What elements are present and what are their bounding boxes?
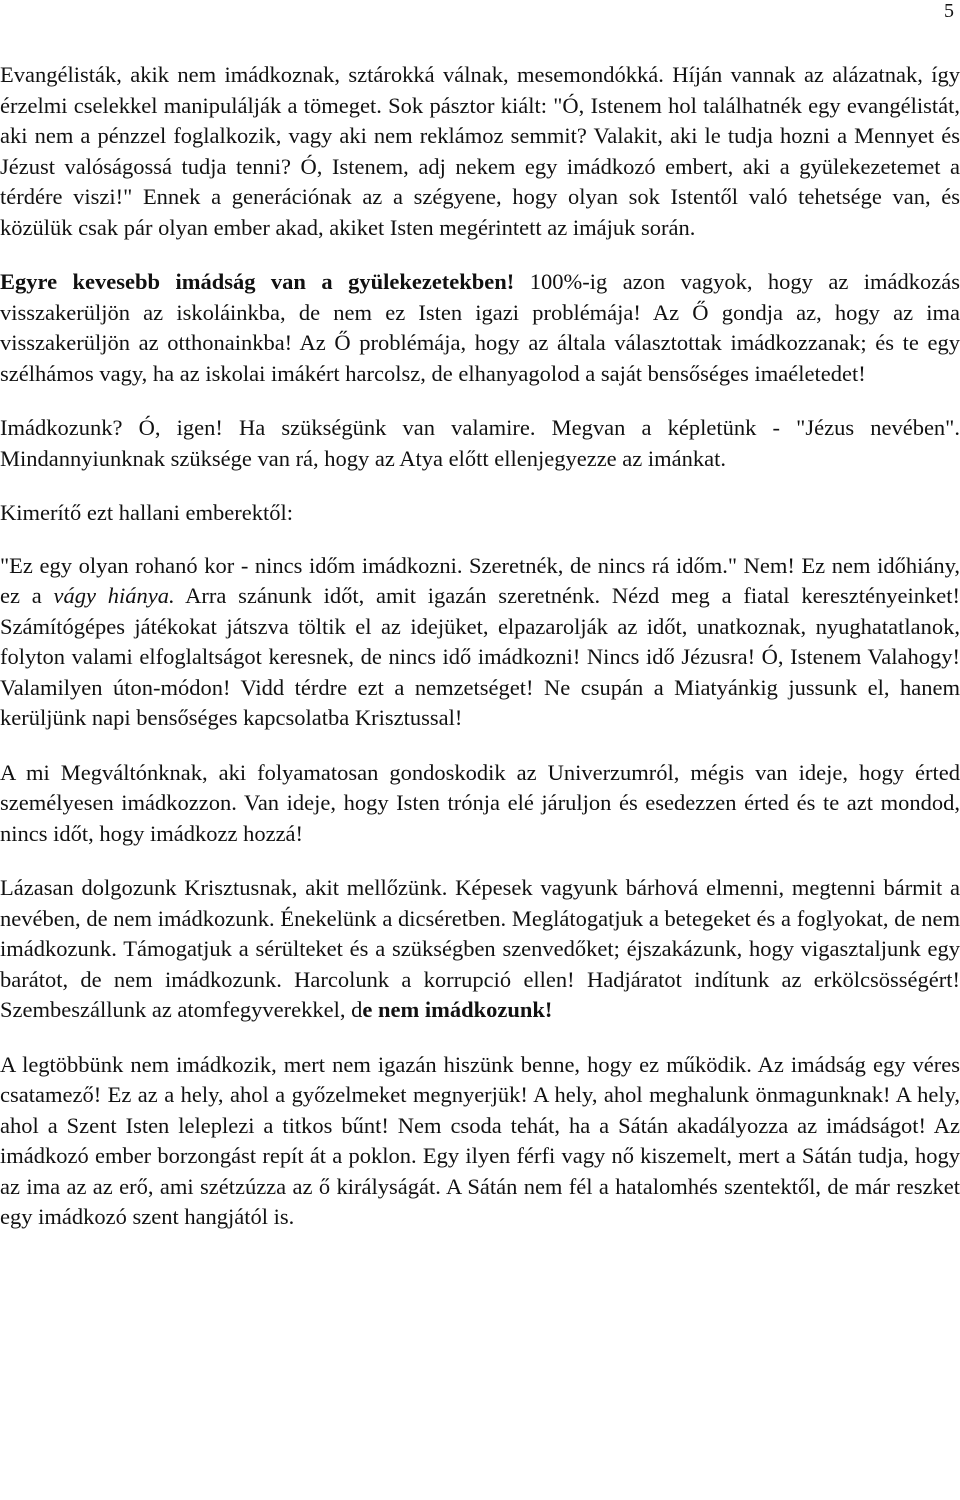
paragraph-2-text: 100%-ig azon vagyok, hogy az imádkozás visszakerüljön az iskoláinkba, de nem ez Isten igazi problémája! Az Ő gondja az, hogy az ima visszakerüljön az otthonainkba! Az Ő problémája, hogy az általa választottak imádkozzanak; és te egy szélhámos vagy, ha az iskolai imákért harcolsz, de elhanyagolod a saját bensőséges imaéletedet! xyxy=(0,269,960,386)
paragraph-7 xyxy=(0,873,960,1026)
paragraph-7-bold: e nem imádkozunk! xyxy=(362,997,553,1022)
paragraph-6: A mi Megváltónknak, aki folyamatosan gondoskodik az Univerzumról, mégis van ideje, hogy érted személyesen imádkozzon. Van ideje, hogy Isten trónja elé járuljon és esedezzen érted és te azt mondod, nincs időt, hogy imádkozz hozzá! xyxy=(0,759,960,846)
paragraph-2-bold-heading: Egyre kevesebb imádság van a gyülekezetekben! xyxy=(0,269,515,294)
paragraph-7-text: Lázasan dolgozunk Krisztusnak, akit mellőzünk. Képesek vagyunk bárhová elmenni, megtenni bármit a nevében, de nem imádkozunk. Énekelünk a dicséretben. Meglátogatjuk a betegeket és a foglyokat, de nem imádkozunk. Támogatjuk a sérülteket és a szükségben szenvedőket; éjszakázunk, hogy vigasztaljunk egy barátot, de nem imádkozunk. Harcolunk a korrupció ellen! Hadjáratot indítunk az erkölcsösségért! Szembeszállunk az atomfegyverekkel, d xyxy=(0,875,960,1022)
paragraph-5 xyxy=(0,551,960,734)
page-number: 5 xyxy=(944,0,954,22)
paragraph-8: A legtöbbünk nem imádkozik, mert nem igazán hiszünk benne, hogy ez működik. Az imádság egy véres csatamező! Ez az a hely, ahol a győzelmeket megnyerjük! A hely, ahol meghalunk önmagunknak! A hely, ahol a Szent Isten leleplezi a titkos bűnt! Nem csoda tehát, ha a Sátán akadályozza az imádságot! Az imádkozó ember borzongást repít át a poklon. Egy ilyen férfi vagy nő kiszemelt, mert a Sátán tudja, hogy az ima az az erő, ami szétzúzza az ő királyságát. A Sátán nem fél a hatalomhés szentektől, de már reszket egy imádkozó szent hangjától is. xyxy=(0,1051,960,1229)
paragraph-5-text-b: Arra szánunk időt, amit igazán szeretnénk. Nézd meg a fiatal keresztényeinket! Számítógépes játékokat játszva töltik el az idejüket, elpazarolják az időt, unatkoznak, nyughatatlanok, folyton valami elfoglaltságot keresnek, de nincs idő imádkozni! Nincs idő Jézusra! Ó, Istenem Valahogy! Valamilyen úton-módon! Vidd térdre ezt a nemzetséget! Ne csupán a Miatyánkig jussunk el, hanem kerüljünk napi bensőséges kapcsolatba Krisztussal! xyxy=(0,583,960,730)
document-body xyxy=(0,60,960,1264)
paragraph-1: Evangélisták, akik nem imádkoznak, sztárokká válnak, mesemondókká. Híján vannak az alázatnak, így érzelmi cselekkel manipulálják a tömeget. Sok pásztor kiált: "Ó, Istenem hol találhatnék egy evangélistát, aki nem a pénzzel foglalkozik, vagy aki nem reklámoz semmit? Valakit, aki le tudja hozni a Mennyet és Jézust valóságossá tudja tenni? Ó, Istenem, adj nekem egy imádkozó embert, aki a gyülekezetemet a térdére viszi!" Ennek a generációnak az a szégyene, hogy olyan sok Istentől való tehetsége van, és közülük csak pár olyan ember akad, akiket Isten megérintett az imájuk során. xyxy=(0,62,960,240)
paragraph-5-italic: vágy hiánya. xyxy=(53,583,175,608)
paragraph-2 xyxy=(0,267,960,389)
paragraph-5-text-a: "Ez egy olyan rohanó kor - nincs időm imádkozni. Szeretnék, de nincs rá időm." Nem! Ez nem időhiány, ez a xyxy=(0,552,960,608)
paragraph-4: Kimerítő ezt hallani emberektől: xyxy=(0,500,294,525)
paragraph-3: Imádkozunk? Ó, igen! Ha szükségünk van valamire. Megvan a képletünk - "Jézus nevében". Mindannyiunknak szüksége van rá, hogy az Atya előtt ellenjegyezze az imánkat. xyxy=(0,415,960,471)
